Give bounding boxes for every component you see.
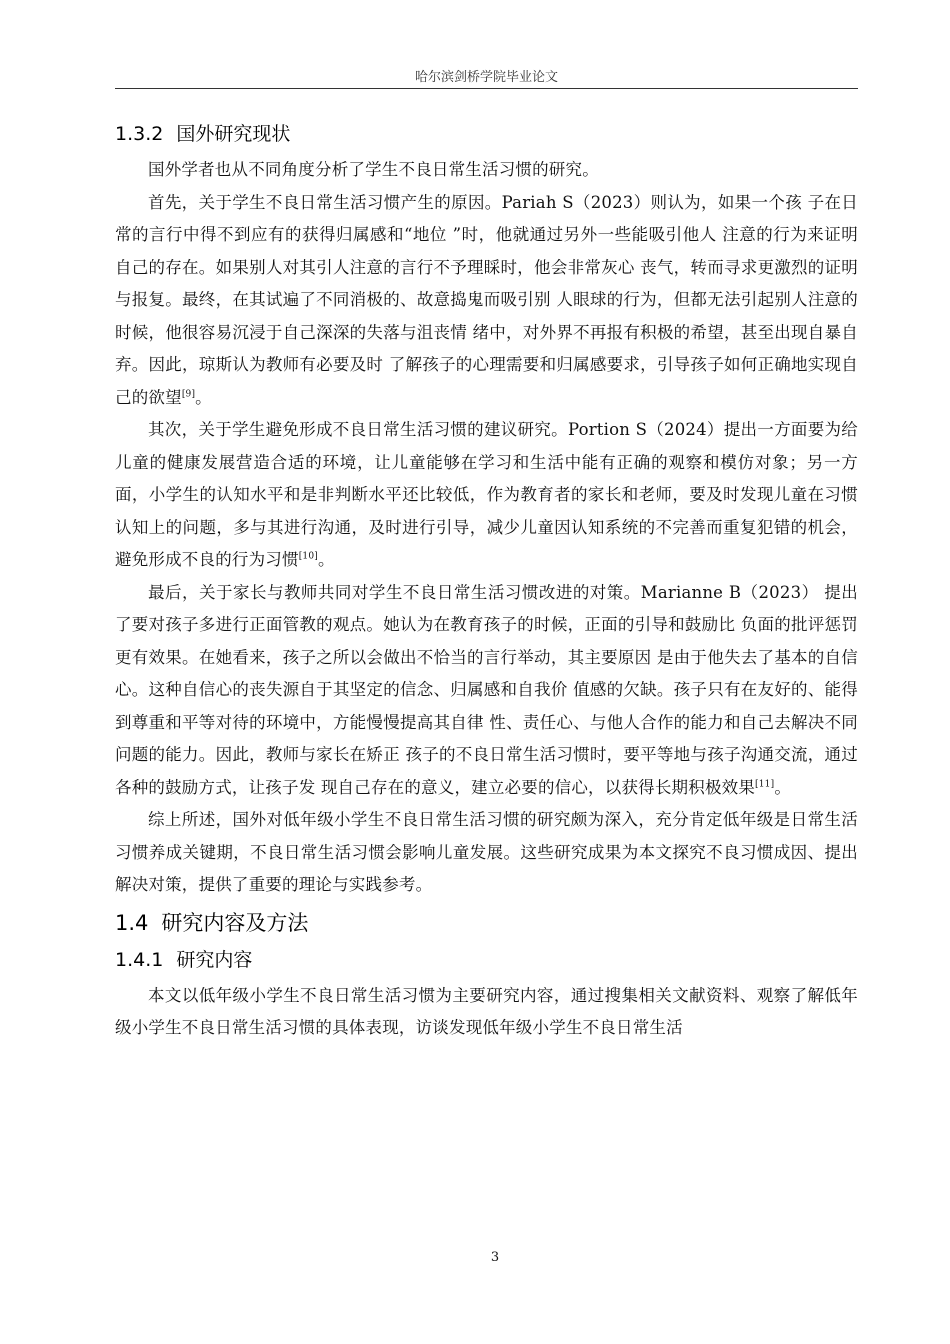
section-heading-1-4 bbox=[115, 908, 858, 938]
paragraph-end: 。 bbox=[774, 777, 792, 797]
paragraph-text: 其次，关于学生避免形成不良日常生活习惯的建议研究。Portion S（2024）提出一方面要为给儿童的健康发展营造合适的环境，让儿童能够在学习和生活中能有正确的观察和模仿对象；另一方面，小学生的认知水平和是非判断水平还比较低，作为教育者的家长和老师，要及时发现儿童在习惯认知上的问题，多与其进行沟通，及时进行引导，减少儿童因认知系统的不完善而重复犯错的机会，避免形成不良的行为习惯 bbox=[115, 420, 858, 569]
section-title: 研究内容 bbox=[176, 948, 253, 971]
citation: [10] bbox=[298, 551, 318, 562]
paragraph-content: 本文以低年级小学生不良日常生活习惯为主要研究内容，通过搜集相关文献资料、观察了解低年级小学生不良日常生活习惯的具体表现，访谈发现低年级小学生不良日常生活 bbox=[115, 985, 858, 1037]
running-header: 哈尔滨剑桥学院毕业论文 bbox=[414, 70, 558, 85]
section-heading-1-4-1 bbox=[115, 946, 858, 974]
section-title: 研究内容及方法 bbox=[161, 910, 309, 935]
paragraph-summary: 综上所述，国外对低年级小学生不良日常生活习惯的研究颇为深入，充分肯定低年级是日常生活习惯养成关键期，不良日常生活习惯会影响儿童发展。这些研究成果为本文探究不良习惯成因、提出解决对策，提供了重要的理论与实践参考。 bbox=[115, 810, 858, 894]
header-rule bbox=[115, 88, 858, 89]
page-number: 3 bbox=[490, 1250, 500, 1265]
page-body bbox=[115, 120, 858, 1045]
paragraph-text: 最后，关于家长与教师共同对学生不良日常生活习惯改进的对策。Marianne B（2023） 提出了要对孩子多进行正面管教的观点。她认为在教育孩子的时候，正面的引导和鼓励比 负面的批评惩罚更有效果。在她看来，孩子之所以会做出不恰当的言行举动，其主要原因 是由于他失去了基本的自信心。这种自信心的丧失源自于其坚定的信念、归属感和自我价 值感的欠缺。孩子只有在友好的、能得到尊重和平等对待的环境中，方能慢慢提高其自律 性、责任心、与他人合作的能力和自己去解决不同问题的能力。因此，教师与家长在矫正 孩子的不良日常生活习惯时，要平等地与孩子沟通交流，通过各种的鼓励方式，让孩子发 现自己存在的意义，建立必要的信心，以获得长期积极效果 bbox=[115, 582, 858, 797]
section-number: 1.3.2 bbox=[115, 123, 164, 145]
section-title: 国外研究现状 bbox=[176, 123, 291, 145]
paragraph-second bbox=[115, 414, 858, 577]
citation: [9] bbox=[181, 389, 196, 399]
paragraph-third bbox=[115, 577, 858, 805]
section-number: 1.4.1 bbox=[115, 948, 164, 971]
section-number: 1.4 bbox=[115, 910, 149, 935]
paragraph-end: 。 bbox=[317, 550, 335, 569]
section-heading-1-3-2 bbox=[115, 120, 858, 148]
paragraph-first bbox=[115, 187, 858, 415]
paragraph-end: 。 bbox=[195, 387, 212, 407]
citation: [11] bbox=[755, 779, 775, 789]
paragraph-text: 首先，关于学生不良日常生活习惯产生的原因。Pariah S（2023）则认为，如果一个孩 子在日常的言行中得不到应有的获得归属感和“地位 ”时，他就通过另外一些能吸引他人 注意的行为来证明自己的存在。如果别人对其引人注意的言行不予理睬时，他会非常灰心 丧气，转而寻求更激烈的证明与报复。最终，在其试遍了不同消极的、故意捣鬼而吸引别 人眼球的行为，但都无法引起别人注意的时候，他很容易沉浸于自己深深的失落与沮丧情 绪中，对外界不再报有积极的希望，甚至出现自暴自弃。因此，琼斯认为教师有必要及时 了解孩子的心理需要和归属感要求，引导孩子如何正确地实现自己的欲望 bbox=[115, 192, 858, 407]
paragraph-intro: 国外学者也从不同角度分析了学生不良日常生活习惯的研究。 bbox=[148, 160, 599, 179]
